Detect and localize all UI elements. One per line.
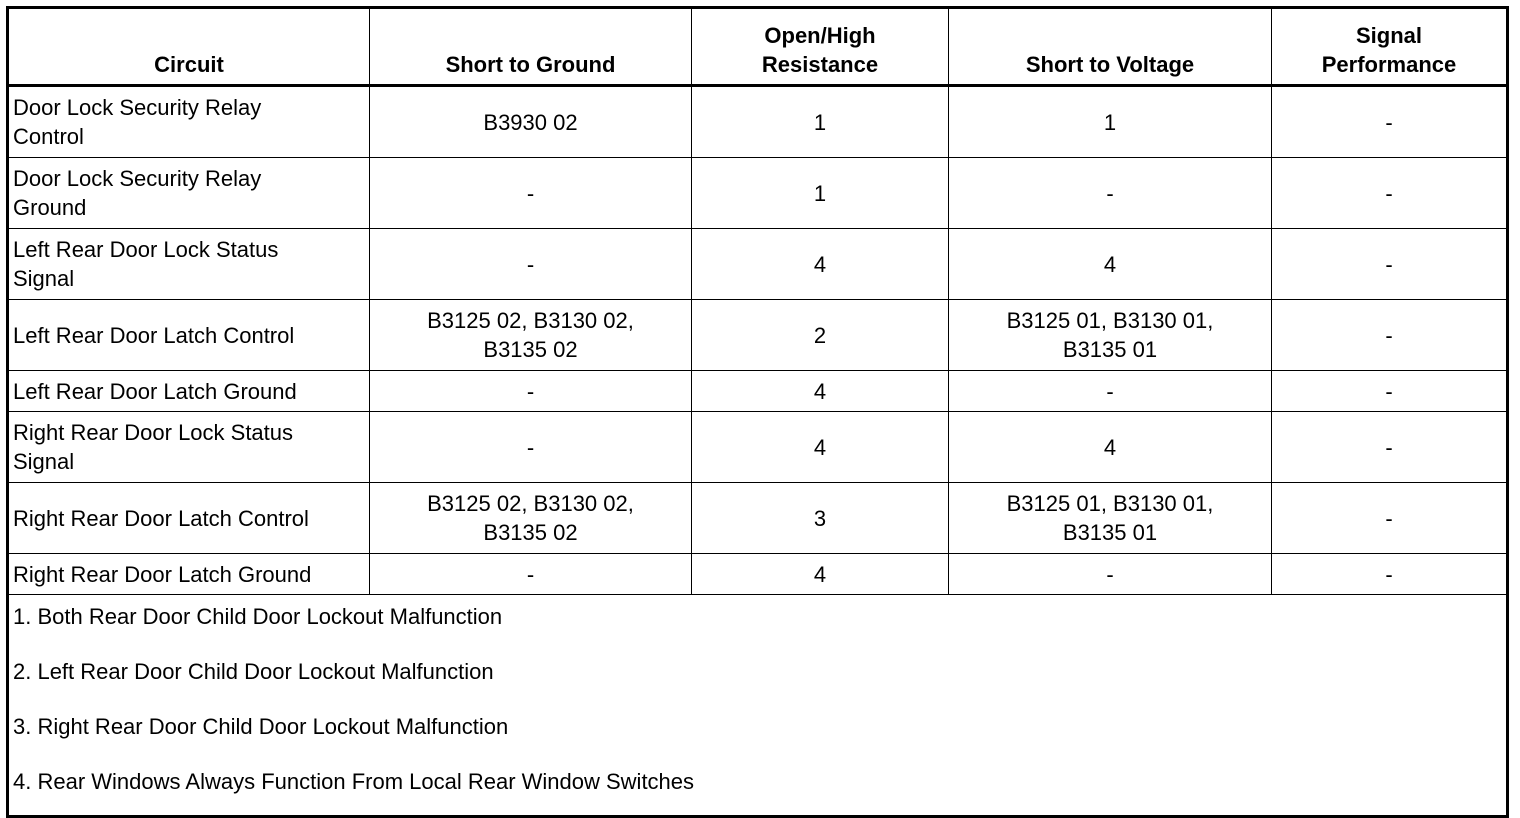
header-short-to-voltage-label: Short to Voltage [1025, 52, 1195, 77]
table-header [8, 8, 1508, 86]
short-to-ground-cell [370, 158, 692, 229]
header-open-line2: Resistance [761, 52, 879, 77]
signal-value: - [1385, 251, 1393, 277]
signal-value: - [1385, 322, 1393, 348]
table-row [8, 412, 1508, 483]
open-value: 4 [813, 561, 827, 587]
stg-line2: B3135 02 [483, 337, 578, 362]
circuit-cell [8, 229, 370, 300]
table-row [8, 300, 1508, 371]
open-value: 1 [813, 109, 827, 135]
open-cell [692, 371, 949, 412]
open-cell [692, 554, 949, 595]
signal-value: - [1385, 109, 1393, 135]
signal-performance-cell [1272, 371, 1508, 412]
circuit-line2: Ground [13, 195, 87, 220]
signal-performance-cell [1272, 158, 1508, 229]
stv-line1: - [1106, 561, 1114, 587]
circuit-line2: Signal [13, 266, 75, 291]
short-to-voltage-cell [949, 86, 1272, 158]
circuit-line1: Left Rear Door Lock Status [13, 237, 279, 262]
stv-line1: 4 [1103, 434, 1117, 460]
short-to-ground-cell [370, 86, 692, 158]
table-row [8, 86, 1508, 158]
stv-line2: B3135 01 [1062, 520, 1158, 545]
short-to-ground-cell [370, 229, 692, 300]
open-value: 2 [813, 322, 827, 348]
stg-line2: B3135 02 [483, 520, 578, 545]
header-open-line1: Open/High [764, 23, 876, 48]
stg-line1: B3125 02, B3130 02, [427, 491, 634, 516]
stv-line1: 1 [1103, 109, 1117, 135]
circuit-cell [8, 412, 370, 483]
circuit-line2: Signal [13, 449, 75, 474]
header-signal-line2: Performance [1321, 52, 1457, 77]
notes-row [8, 595, 1508, 817]
circuit-cell [8, 483, 370, 554]
table-row [8, 229, 1508, 300]
stg-line1: B3930 02 [483, 109, 578, 135]
open-value: 4 [813, 251, 827, 277]
open-value: 4 [813, 378, 827, 404]
circuit-line1: Left Rear Door Latch Ground [13, 378, 297, 404]
header-open-high-resistance [692, 8, 949, 86]
short-to-voltage-cell [949, 554, 1272, 595]
open-value: 3 [813, 505, 827, 531]
stg-line1: B3125 02, B3130 02, [427, 308, 634, 333]
circuit-cell [8, 158, 370, 229]
header-short-to-ground-label: Short to Ground [445, 52, 616, 77]
circuit-cell [8, 371, 370, 412]
note-4: 4. Rear Windows Always Function From Local Rear Window Switches [13, 769, 695, 794]
open-cell [692, 412, 949, 483]
circuit-line1: Left Rear Door Latch Control [13, 322, 295, 348]
stg-line1: - [526, 561, 535, 587]
short-to-ground-cell [370, 412, 692, 483]
stv-line2: B3135 01 [1062, 337, 1158, 362]
circuit-line1: Right Rear Door Latch Ground [13, 561, 312, 587]
header-short-to-ground [370, 8, 692, 86]
signal-value: - [1385, 378, 1393, 404]
circuit-cell [8, 86, 370, 158]
header-signal-line1: Signal [1355, 23, 1422, 48]
circuit-cell [8, 554, 370, 595]
short-to-ground-cell [370, 371, 692, 412]
note-3: 3. Right Rear Door Child Door Lockout Malfunction [13, 714, 509, 739]
header-circuit-label: Circuit [154, 52, 224, 77]
signal-performance-cell [1272, 554, 1508, 595]
short-to-voltage-cell [949, 158, 1272, 229]
table-row [8, 483, 1508, 554]
circuit-cell [8, 300, 370, 371]
circuit-line1: Right Rear Door Lock Status [13, 420, 294, 445]
stg-line1: - [526, 434, 535, 460]
open-value: 1 [813, 180, 827, 206]
table-row [8, 158, 1508, 229]
stv-line1: - [1106, 378, 1114, 404]
stv-line1: B3125 01, B3130 01, [1006, 308, 1214, 333]
circuit-line1: Door Lock Security Relay [13, 166, 262, 191]
table-row [8, 554, 1508, 595]
circuit-line1: Right Rear Door Latch Control [13, 505, 309, 531]
short-to-voltage-cell [949, 412, 1272, 483]
stv-line1: - [1106, 180, 1114, 206]
note-2: 2. Left Rear Door Child Door Lockout Malfunction [13, 659, 494, 684]
open-cell [692, 158, 949, 229]
table-body [8, 86, 1508, 817]
stg-line1: - [526, 378, 535, 404]
stg-line1: - [526, 180, 535, 206]
header-row [8, 8, 1508, 86]
short-to-voltage-cell [949, 371, 1272, 412]
signal-performance-cell [1272, 86, 1508, 158]
notes-cell [8, 595, 1508, 817]
stg-line1: - [526, 251, 535, 277]
short-to-voltage-cell [949, 300, 1272, 371]
diagnostic-table-container [6, 6, 1506, 805]
header-circuit [8, 8, 370, 86]
signal-performance-cell [1272, 483, 1508, 554]
signal-value: - [1385, 180, 1393, 206]
note-1: 1. Both Rear Door Child Door Lockout Malfunction [13, 604, 503, 629]
short-to-voltage-cell [949, 229, 1272, 300]
header-short-to-voltage [949, 8, 1272, 86]
header-signal-performance [1272, 8, 1508, 86]
circuit-fault-table [6, 6, 1509, 818]
short-to-voltage-cell [949, 483, 1272, 554]
circuit-line2: Control [13, 124, 84, 149]
signal-performance-cell [1272, 412, 1508, 483]
table-row [8, 371, 1508, 412]
short-to-ground-cell [370, 483, 692, 554]
short-to-ground-cell [370, 300, 692, 371]
signal-performance-cell [1272, 300, 1508, 371]
open-value: 4 [813, 434, 827, 460]
stv-line1: B3125 01, B3130 01, [1006, 491, 1214, 516]
signal-performance-cell [1272, 229, 1508, 300]
open-cell [692, 483, 949, 554]
circuit-line1: Door Lock Security Relay [13, 95, 262, 120]
stv-line1: 4 [1103, 251, 1117, 277]
short-to-ground-cell [370, 554, 692, 595]
open-cell [692, 86, 949, 158]
signal-value: - [1385, 561, 1393, 587]
open-cell [692, 229, 949, 300]
signal-value: - [1385, 434, 1393, 460]
open-cell [692, 300, 949, 371]
signal-value: - [1385, 505, 1393, 531]
